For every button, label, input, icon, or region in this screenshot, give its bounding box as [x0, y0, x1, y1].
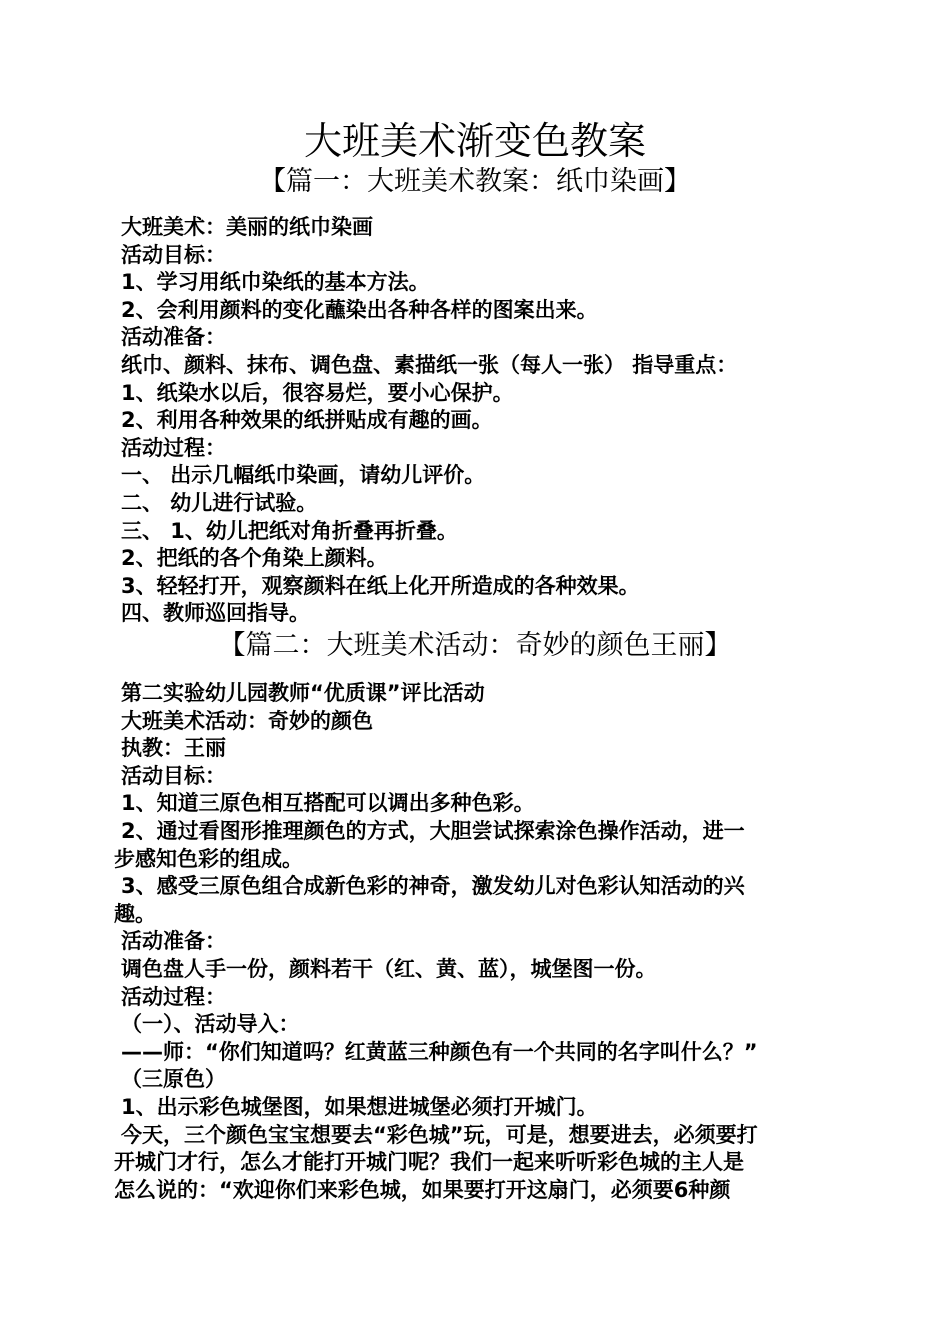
text-line: 调色盘人手一份，颜料若干（红、黄、蓝），城堡图一份。: [121, 956, 657, 981]
section-2-heading: 【篇二：大班美术活动：奇妙的颜色王丽】: [218, 630, 732, 661]
text-line: 三、 1、幼儿把纸对角折叠再折叠。: [121, 518, 458, 543]
text-line: 趣。: [114, 901, 156, 926]
text-line: 执教：王丽: [121, 736, 226, 761]
text-line: （三原色）: [121, 1067, 226, 1092]
text-line: 步感知色彩的组成。: [114, 846, 303, 871]
text-line: 活动准备：: [121, 929, 226, 954]
text-line: 活动目标：: [121, 763, 226, 788]
section-1-heading: 【篇一：大班美术教案：纸巾染画】: [259, 166, 691, 197]
text-line: 二、 幼儿进行试验。: [121, 490, 318, 515]
text-line: 1、学习用纸巾染纸的基本方法。: [121, 270, 430, 295]
text-line: 1、纸染水以后，很容易烂，要小心保护。: [121, 380, 514, 405]
section-2-body: [114, 680, 838, 1204]
text-line: 2、把纸的各个角染上颜料。: [121, 546, 388, 571]
text-line: 1、出示彩色城堡图，如果想进城堡必须打开城门。: [121, 1094, 598, 1119]
text-line: 3、轻轻打开，观察颜料在纸上化开所造成的各种效果。: [121, 573, 640, 598]
text-line: 今天，三个颜色宝宝想要去“彩色城”玩，可是，想要进去，必须要打: [121, 1122, 758, 1147]
text-line: 大班美术：美丽的纸巾染画: [121, 215, 373, 239]
document-title: 大班美术渐变色教案: [303, 119, 646, 163]
text-line: 活动过程：: [121, 435, 226, 460]
text-line: 1、知道三原色相互搭配可以调出多种色彩。: [121, 791, 535, 816]
text-line: 第二实验幼儿园教师“优质课”评比活动: [121, 681, 485, 705]
text-line: 3、感受三原色组合成新色彩的神奇，激发幼儿对色彩认知活动的兴: [121, 874, 745, 899]
section-1-body: [114, 214, 838, 628]
text-line: 活动目标：: [121, 242, 226, 267]
text-line: 怎么说的：“欢迎你们来彩色城，如果要打开这扇门，必须要6种颜: [114, 1177, 731, 1202]
text-line: 开城门才行，怎么才能打开城门呢？我们一起来听听彩色城的主人是: [114, 1150, 744, 1175]
text-line: 活动准备：: [121, 325, 226, 350]
text-line: （一）、活动导入：: [121, 1012, 300, 1037]
text-line: 2、利用各种效果的纸拼贴成有趣的画。: [121, 408, 493, 433]
text-line: 2、会利用颜料的变化蘸染出各种各样的图案出来。: [121, 297, 598, 322]
text-line: ——师：“你们知道吗？红黄蓝三种颜色有一个共同的名字叫什么？”: [121, 1039, 758, 1064]
text-line: 2、通过看图形推理颜色的方式，大胆尝试探索涂色操作活动，进一: [121, 818, 745, 843]
text-line: 大班美术活动：奇妙的颜色: [121, 708, 373, 733]
text-line: 纸巾、颜料、抹布、调色盘、素描纸一张（每人一张） 指导重点：: [121, 352, 738, 377]
text-line: 活动过程：: [121, 984, 226, 1009]
text-line: 四、教师巡回指导。: [121, 601, 310, 626]
text-line: 一、 出示几幅纸巾染画，请幼儿评价。: [121, 463, 486, 488]
